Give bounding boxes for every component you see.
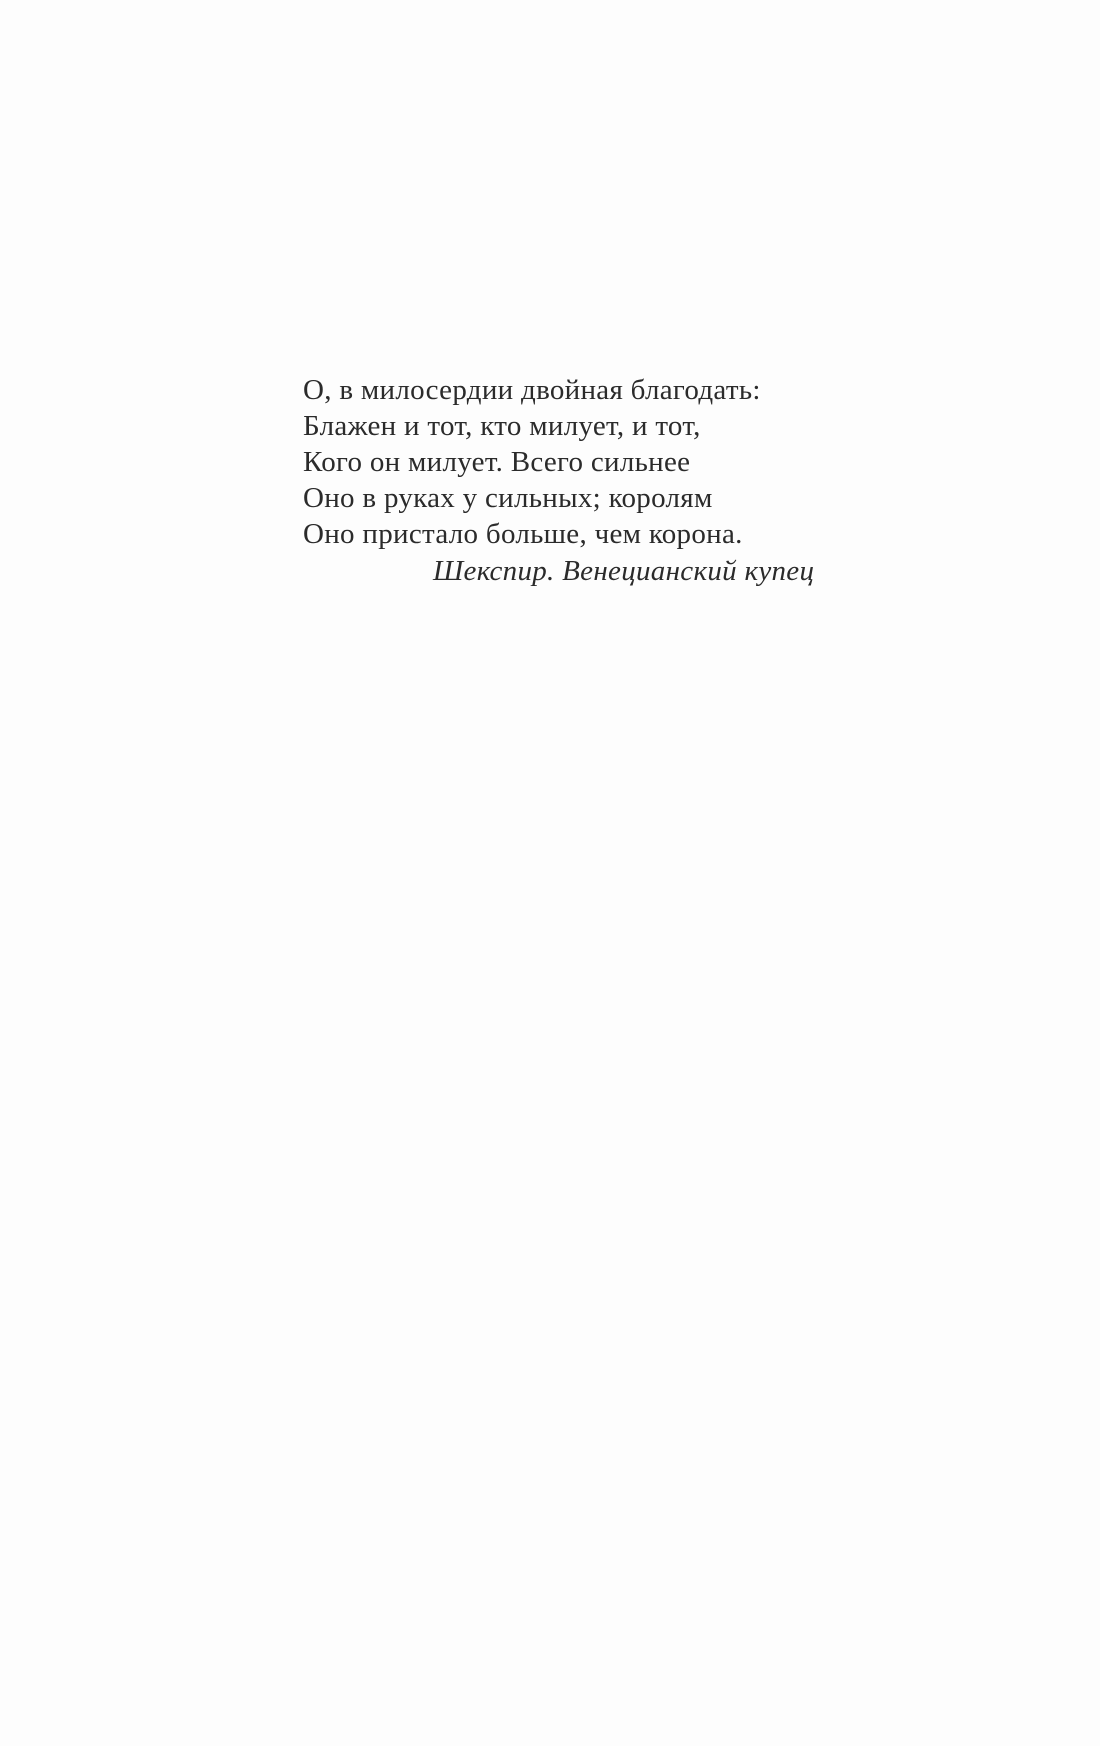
epigraph-quote	[303, 372, 823, 589]
epigraph-line-1: О, в милосердии двойная благодать:	[303, 374, 761, 406]
epigraph-line-5: Оно пристало больше, чем корона.	[303, 518, 743, 550]
epigraph-line-4: Оно в руках у сильных; королям	[303, 482, 713, 514]
epigraph-attribution: Шекспир. Венецианский купец	[433, 555, 815, 587]
epigraph-line-2: Блажен и тот, кто милует, и тот,	[303, 410, 701, 442]
epigraph-line-3: Кого он милует. Всего сильнее	[303, 446, 691, 478]
